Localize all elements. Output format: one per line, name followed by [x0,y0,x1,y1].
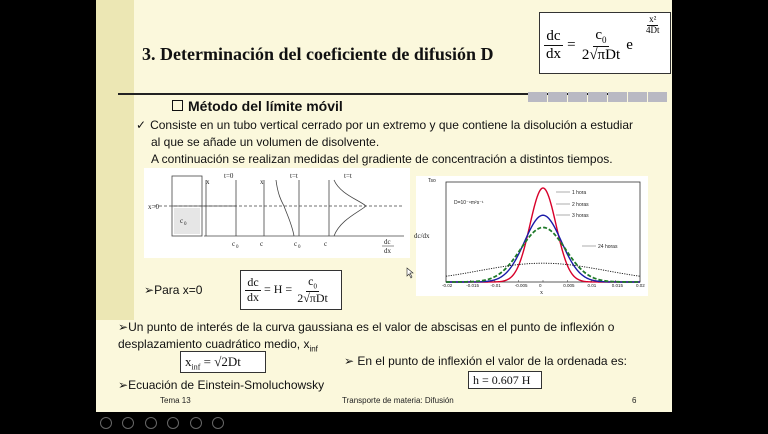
footer-left: Tema 13 [160,396,191,405]
gaussian-chart [416,176,648,296]
series-line-2 [446,227,640,282]
label-c-box: c [180,217,184,225]
slides-icon[interactable] [145,417,157,429]
body-line-2: al que se añade un volumen de disolvente. [151,135,380,149]
square-bullet-icon [172,100,183,111]
slide-nav-controls[interactable] [100,416,230,428]
label-c0: c [232,240,236,248]
legend-label-3: 24 horas [598,244,618,250]
x-tick-label: -0.015 [466,283,480,288]
label-dcdx-num: dc [384,238,391,246]
x-tick-label: -0.005 [514,283,528,288]
svg-text:0: 0 [184,222,187,227]
more-icon[interactable] [190,417,202,429]
arrow-bullet-icon: ➢ [118,320,129,334]
body-line-3: A continuación se realizan medidas del gradiente de concentración a distintos tiempos. [151,152,613,166]
chart-ylabel: dc/dx [414,232,430,240]
x-tick-label: -0.01 [490,283,501,288]
label-x2: x [260,178,264,186]
label-t1a: t=t [290,172,298,180]
plot-frame [446,182,640,282]
x-tick-label: -0.02 [442,283,453,288]
legend-label-0: 1 hora [572,190,587,196]
side-strip [96,0,134,320]
footer-center: Transporte de materia: Difusión [342,396,454,405]
svg-text:0: 0 [298,245,301,250]
prev-slide-icon[interactable] [100,417,112,429]
header-decoration [528,89,668,99]
x-tick-label: 0.015 [611,283,624,288]
pen-icon[interactable] [122,417,134,429]
chart-corner-label: Tso [428,178,436,184]
label-c-b: c [324,240,328,248]
next-slide-icon[interactable] [212,417,224,429]
einstein-line: ➢Ecuación de Einstein-Smoluchowsky [118,378,325,392]
diffusion-formula-box: $\frac{dc}{dx}$ = $\frac{c_0}{\text{2√πDt}}$ e $\frac{\text{x²}}{4Dt}$ [539,12,671,74]
legend-label-1: 2 horas [572,202,589,208]
formula-exponent: $\frac{\text{x²}}{4Dt}$ [646,14,660,35]
label-t1b: t=t [344,172,352,180]
x-tick-label: 0.005 [563,283,575,288]
label-c0b: c [294,240,298,248]
x-tick-label: 0.02 [636,283,645,288]
checkmark-icon: ✓ [136,118,147,132]
section-heading: Método del límite móvil [172,98,343,114]
x-inf-equation-box: $x_{inf} = √2Dt$ [180,351,266,373]
svg-text:0: 0 [236,245,239,250]
para-x0-label: ➢Para x=0 [144,283,203,297]
arrow-bullet-icon: ➢ [118,378,129,392]
footer-page: 6 [632,396,637,405]
h-ordinate-box: h = 0.607 H [468,371,542,389]
label-x1: x [206,178,210,186]
series-line-3 [446,263,640,276]
label-dcdx-den: dx [384,247,391,255]
label-c-a: c [260,240,264,248]
h-equation-box: $\frac{dc}{dx}$ = H = $\frac{c_0}{\text{2√πDt}}$ [240,270,342,310]
slide [96,0,672,412]
formula-lhs: $\frac{dc}{dx}$ [546,28,561,62]
body-line-1: ✓ Consiste en un tubo vertical cerrado por un extremo y que contiene la disolución a estudiar [136,118,634,132]
label-t0: t=0 [224,172,234,180]
slide-title: 3. Determinación del coeficiente de difusión D [142,44,494,64]
arrow-bullet-icon: ➢ [144,283,155,297]
legend-label-2: 3 horas [572,213,589,219]
formula-rhs: $\frac{c_0}{\text{2√πDt}}$ [581,27,621,63]
zoom-icon[interactable] [167,417,179,429]
arrow-bullet-icon: ➢ [344,354,355,368]
gradient-curve [334,180,366,236]
x-tick-label: 0.01 [587,283,597,288]
diffusion-diagram [144,168,410,258]
x-tick-label: 0 [539,283,542,288]
mouse-cursor-icon [407,268,415,278]
label-x0: x=0 [148,203,159,211]
concentration-curve [276,180,294,236]
chart-annotation: D=10⁻⁹m²s⁻¹ [454,200,484,206]
chart-xlabel: x [540,290,543,296]
inflexion-line-2: desplazamiento cuadrático medio, $x_{inf}$ [118,337,318,354]
inflexion-line-1: ➢Un punto de interés de la curva gaussiana es el valor de abscisas en el punto de inflexión o [118,320,615,334]
ordinate-text: ➢ En el punto de inflexión el valor de la ordenada es: [344,354,627,368]
